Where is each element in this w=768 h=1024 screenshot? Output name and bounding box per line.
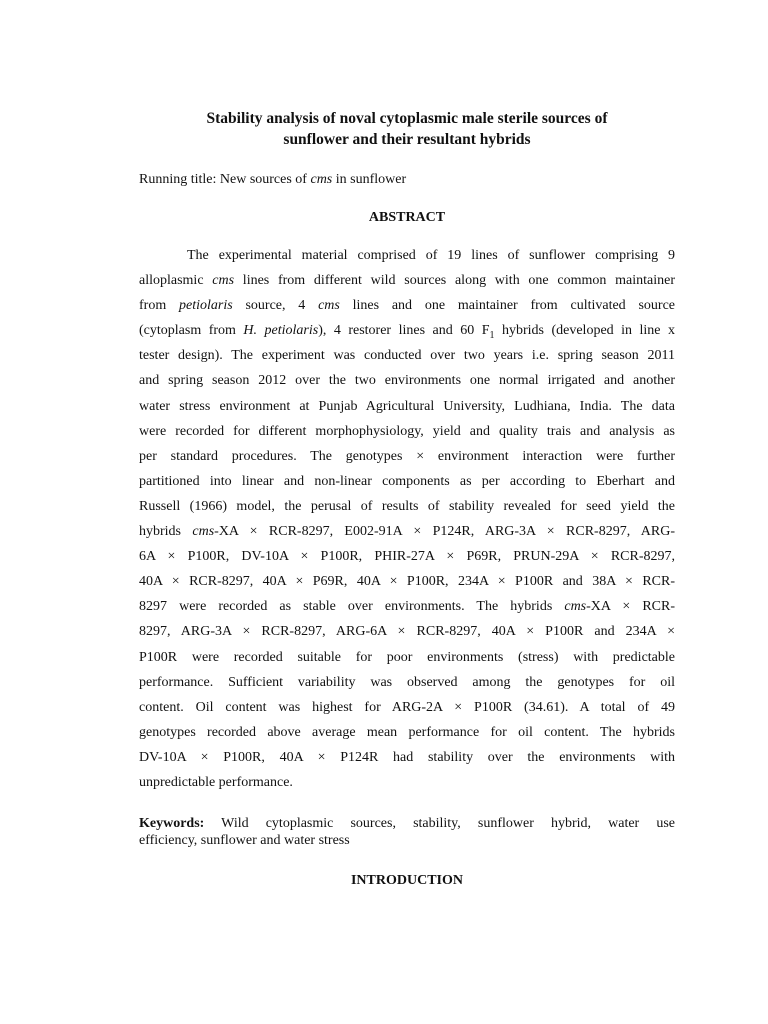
abstract-text: from — [139, 298, 179, 314]
abstract-line — [139, 569, 675, 594]
abstract-text: partitioned into linear and non-linear components as per according to Eberhart and — [139, 473, 675, 489]
abstract-text: water stress environment at Punjab Agricultural University, Ludhiana, India. The data — [139, 398, 675, 414]
keywords-line-1 — [139, 815, 675, 832]
abstract-text: and spring season 2012 over the two environments one normal irrigated and another — [139, 373, 675, 389]
abstract-text: unpredictable performance. — [139, 774, 293, 790]
abstract-line — [139, 343, 675, 368]
abstract-line — [139, 594, 675, 619]
abstract-text: 8297, ARG-3A × RCR-8297, ARG-6A × RCR-8297, 40A × P100R and 234A × — [139, 624, 675, 640]
abstract-line — [139, 243, 675, 268]
abstract-italic-term: cms — [318, 298, 340, 314]
abstract-line — [139, 619, 675, 644]
abstract-text: performance. Sufficient variability was observed among the genotypes for oil — [139, 674, 675, 690]
abstract-italic-term: H. petiolaris — [243, 323, 319, 339]
abstract-line — [139, 670, 675, 695]
abstract-text: DV-10A × P100R, 40A × P124R had stability over the environments with — [139, 749, 675, 765]
abstract-line — [139, 770, 675, 795]
abstract-line — [139, 444, 675, 469]
abstract-text: ), 4 restorer lines and 60 F — [318, 323, 490, 339]
abstract-line — [139, 419, 675, 444]
abstract-line — [139, 519, 675, 544]
running-title — [139, 171, 406, 189]
keywords — [139, 815, 675, 849]
abstract-text: -XA × RCR- — [586, 599, 675, 615]
abstract-text: (cytoplasm from — [139, 323, 244, 339]
paper-title — [139, 108, 675, 150]
abstract-line — [139, 318, 675, 343]
abstract-line — [139, 720, 675, 745]
abstract-text: lines and one maintainer from cultivated source — [339, 298, 675, 314]
running-title-suffix: in sunflower — [332, 172, 407, 187]
introduction-heading: INTRODUCTION — [350, 873, 463, 888]
abstract-body — [139, 243, 675, 795]
abstract-text: lines from different wild sources along with one common maintainer — [234, 273, 675, 289]
abstract-text: content. Oil content was highest for ARG-2A × P100R (34.61). A total of 49 — [139, 699, 675, 715]
abstract-text: 6A × P100R, DV-10A × P100R, PHIR-27A × P69R, PRUN-29A × RCR-8297, — [139, 549, 675, 565]
abstract-text: The experimental material comprised of 19 lines of sunflower comprising 9 — [187, 248, 675, 263]
abstract-text: were recorded for different morphophysiology, yield and quality trais and analysis as — [139, 423, 675, 439]
running-title-italic: cms — [310, 172, 333, 187]
abstract-line — [139, 268, 675, 293]
abstract-text: hybrids — [139, 524, 193, 540]
abstract-text: genotypes recorded above average mean performance for oil content. The hybrids — [139, 724, 675, 740]
abstract-italic-term: cms — [564, 599, 587, 615]
paper-title-line-2: sunflower and their resultant hybrids — [283, 131, 531, 148]
keywords-label: Keywords: — [139, 816, 205, 831]
abstract-text: 40A × RCR-8297, 40A × P69R, 40A × P100R, 234A × P100R and 38A × RCR- — [139, 574, 675, 590]
abstract-line — [139, 695, 675, 720]
abstract-heading: ABSTRACT — [368, 210, 446, 225]
running-title-label: Running title: New sources of — [139, 172, 311, 187]
abstract-text: 8297 were recorded as stable over environments. The hybrids — [139, 599, 565, 615]
abstract-text: -XA × RCR-8297, E002-91A × P124R, ARG-3A × RCR-8297, ARG- — [214, 524, 676, 540]
abstract-text: P100R were recorded suitable for poor environments (stress) with predictable — [139, 649, 675, 665]
abstract-italic-term: cms — [192, 524, 215, 540]
keywords-text-1: Wild cytoplasmic sources, stability, sunflower hybrid, water use — [204, 816, 675, 831]
abstract-line — [139, 368, 675, 393]
abstract-line — [139, 293, 675, 318]
abstract-line — [139, 745, 675, 770]
abstract-text: alloplasmic — [139, 273, 213, 289]
abstract-text: source, 4 — [232, 298, 319, 314]
abstract-subscript: 1 — [489, 330, 495, 342]
abstract-text: per standard procedures. The genotypes × environment interaction were further — [139, 448, 675, 464]
keywords-line-2: efficiency, sunflower and water stress — [139, 833, 350, 848]
abstract-line — [139, 469, 675, 494]
paper-title-line-1: Stability analysis of noval cytoplasmic male sterile sources of — [206, 110, 608, 127]
abstract-line — [139, 494, 675, 519]
abstract-italic-term: petiolaris — [179, 298, 233, 314]
abstract-text: tester design). The experiment was conducted over two years i.e. spring season 2011 — [139, 348, 675, 364]
abstract-italic-term: cms — [212, 273, 235, 289]
abstract-text: Russell (1966) model, the perusal of results of stability revealed for seed yield the — [139, 498, 675, 514]
abstract-line — [139, 645, 675, 670]
abstract-line — [139, 544, 675, 569]
abstract-text: hybrids (developed in line x — [494, 323, 676, 339]
abstract-line — [139, 394, 675, 419]
